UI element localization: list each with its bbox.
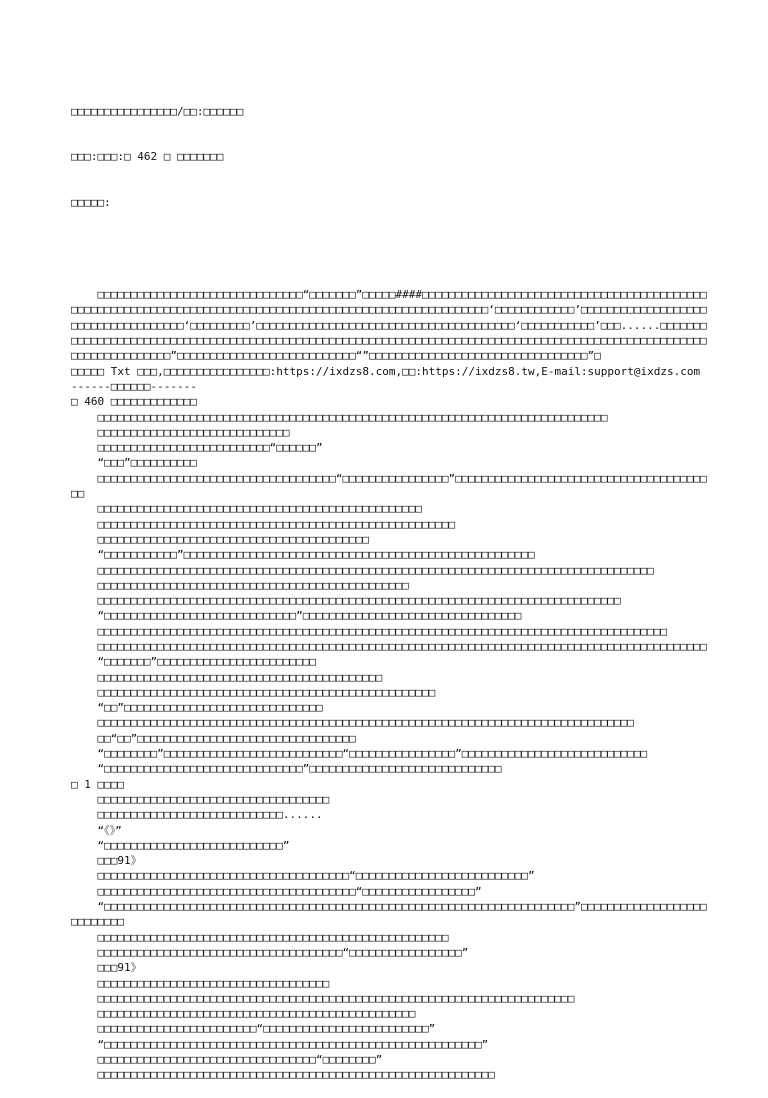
spacer: [71, 241, 711, 256]
text-line: □□□□□□□□□□□□□□□□□□□□□□□□□□□□□□□□□□□□□□□□□□□□□□□: [71, 578, 409, 592]
text-line: □□□91》: [71, 961, 142, 975]
text-line: □ 1 □□□□: [71, 777, 124, 791]
text-line: “□□□□□□□□□□□□□□□□□□□□□□□□□□□□□□□□□□□□□□□□□□□□□□□□□□□□□□□□□□□□□□□□□□□□□□□”□□□□□□□□□□□□□□□□□□□□□□□□□□□: [71, 900, 707, 929]
text-line: □□□□□□□□□□□□□□□□□□□□□□□□“□□□□□□□□□□□□□□□□□□□□□□□□□”: [71, 1022, 436, 1036]
text-line: “□□□□□□□”□□□□□□□□□□□□□□□□□□□□□□□□: [71, 655, 317, 669]
text-line: □□□□□□□□□□□□□□□□□□□□□□□□□□□□□□□□□□□□□□□□□□□□□□□□□□□□□□□□□□□□□□□□□□□□□□□□: [71, 991, 575, 1005]
text-line: “□□□□□□□□□□□□□□□□□□□□□□□□□□□□□□”□□□□□□□□□□□□□□□□□□□□□□□□□□□□□: [71, 762, 502, 776]
text-line: □□□□□□□□□□□□□□□□□□□□□□□□□□□□□: [71, 425, 290, 439]
novel-title-line: □□□□□□□□□□□□□□□□/□□:□□□□□□: [71, 104, 244, 118]
text-line: □ 460 □□□□□□□□□□□□□: [71, 395, 197, 409]
text-line: □□□□□□□□□□□□□□□□□□□□□□□□□□□□□□□□□□□□□□□□□□□□□□□□□□□: [71, 685, 436, 699]
text-line: “□□”□□□□□□□□□□□□□□□□□□□□□□□□□□□□□□: [71, 701, 323, 715]
text-line: □□“□□”□□□□□□□□□□□□□□□□□□□□□□□□□□□□□□□□□: [71, 731, 356, 745]
text-line: □□□□□□□□□□□□□□□□□□□□□□□□□□□□□□□□□□□□□□□□□□□□□□□□: [71, 1007, 416, 1021]
text-line: □□□91》: [71, 854, 142, 868]
text-line: □□□□□□□□□□□□□□□□□□□□□□□□□□□□□□□□□□□□□□□□□□□□□□□□□□□□□□□□□□□□□□□□□□□□□□□□□□□□□□□□□: [71, 716, 634, 730]
text-line: “《》”: [71, 823, 122, 837]
text-line: □□□□□□□□□□□□□□□□□□□□□□□□□□□□□□□□□□□□□□□□□□□□□□□□□□□□□□□□□□□□□□□□□□□□□□□□□□□□□□□□□□□□□□□□□□□□: [71, 639, 707, 653]
text-line: □□□□□□□□□□□□□□□□□□□□□□□□□□□□□□□□□□□□□□□□□□□□□□□□□□□□□□: [71, 517, 456, 531]
text-line: “□□□□□□□□□□□□□□□□□□□□□□□□□□□□□”□□□□□□□□□□□□□□□□□□□□□□□□□□□□□□□□□: [71, 609, 522, 623]
text-line: □□□□□□□□□□□□□□□□□□□□□□□□□□□□□□□□□□□□□□□□□□□□□□□□□□□□□□□□□□□□: [71, 1068, 495, 1082]
text-line: “□□□□□□□□”□□□□□□□□□□□□□□□□□□□□□□□□□□□“□□□□□□□□□□□□□□□□”□□□□□□□□□□□□□□□□□□□□□□□□□□□□: [71, 747, 648, 761]
text-line: □□□□□□□□□□□□□□□□□□□□□□□□□□□□□□□□□□□□□□□□□□□□□□□□□□□□□□□□□□□□□□□□□□□□□□□□□□□□□□□: [71, 594, 621, 608]
text-line: □□□□□□□□□□□□□□□□□□□□□□□□□□□□□□□□□□□□□□□□□□□: [71, 670, 383, 684]
text-line: “□□□□□□□□□□□”□□□□□□□□□□□□□□□□□□□□□□□□□□□□□□□□□□□□□□□□□□□□□□□□□□□□□: [71, 548, 535, 562]
document-body: [71, 287, 711, 1082]
text-line: □□□□□□□□□□□□□□□□□□□□□□□□□□□□□□□□□□□□□□□“□□□□□□□□□□□□□□□□□”: [71, 884, 482, 898]
text-line: ------□□□□□□-------: [71, 379, 197, 393]
text-line: □□□□□ Txt □□□,□□□□□□□□□□□□□□□□:https://ixdzs8.com,□□:https://ixdzs8.tw,E-mail:support@ixdzs.com: [71, 364, 701, 378]
text-line: □□□□□□□□□□□□□□□□□□□□□□□□□□□□□□□□□“□□□□□□□□”: [71, 1053, 383, 1066]
text-line: □□□□□□□□□□□□□□□□□□□□□□□□□□□□□□□□□□□□□□“□□□□□□□□□□□□□□□□□□□□□□□□□□”: [71, 869, 535, 883]
text-line: □□□□□□□□□□□□□□□□□□□□□□□□□□□□□□□□□□□□□□□□□: [71, 532, 370, 546]
text-line: □□□□□□□□□□□□□□□□□□□□□□□□□□□□□□□□□□□□□□□□□□□□□□□□□□□□□□□□□□□□□□□□□□□□□□□□□□□□□□□□□□□□□□: [71, 624, 668, 638]
intro-label: □□□□□:: [71, 196, 111, 210]
text-line: □□□□□□□□□□□□□□□□□□□□□□□□□□□□□□□□□□□: [71, 976, 330, 990]
text-line: □□□□□□□□□□□□□□□□□□□□□□□□□□□□□□□□□□□□□□□□□□□□□□□□□□□□□□□□□□□□□□□□□□□□□□□□□□□□□: [71, 410, 608, 424]
text-line: □□□□□□□□□□□□□□□□□□□□□□□□□□□□......: [71, 808, 323, 822]
text-line: □□□□□□□□□□□□□□□□□□□□□□□□□□□□□□□□□□□□□□□□□□□□□□□□□□□□□: [71, 930, 449, 944]
text-line: “□□□□□□□□□□□□□□□□□□□□□□□□□□□”: [71, 838, 290, 852]
text-line: □□□□□□□□□□□□□□□□□□□□□□□□□□□□□□□“□□□□□□□”□□□□□####□□□□□□□□□□□□□□□□□□□□□□□□□□□□□□□□□□□□□□□□□□□□□□□□□□□□□□□□□□□□□□□□□□□□□□□□□□□□□□□□□□□□□□□□□□□□□□□□□□□□□□□□□□‘□□□□□□□□□□□□’□□□□□□□□□□□□□□□□□□□□□□□□□□□□□□□□□□□□‘□□□□□□□□□’□□□□□□□□□□□□□□□□□□□□□□□□□□□□□□□□□□□□□□□‘□□□□□□□□□□□’□□□......□□□□□□□□□□□□□□□□□□□□□□□□□□□□□□□□□□□□□□□□□□□□□□□□□□□□□□□□□□□□□□□□□□□□□□□□□□□□□□□□□□□□□□□□□□□□□□□□□□□□□□□□□□□□□□□□□□□□□□”□□□□□□□□□□□□□□□□□□□□□□□□□□□“”□□□□□□□□□□□□□□□□□□□□□□□□□□□□□□□□□”□: [71, 288, 707, 363]
text-line: “□□□”□□□□□□□□□□: [71, 456, 197, 470]
chapter-info-line: □□□:□□□:□ 462 □ □□□□□□□: [71, 150, 224, 164]
text-line: □□□□□□□□□□□□□□□□□□□□□□□□□□□□□□□□□□□: [71, 792, 330, 806]
text-line: □□□□□□□□□□□□□□□□□□□□□□□□□□□□□□□□□□□□□□□□□□□□□□□□□: [71, 502, 423, 516]
document-page: [71, 73, 711, 1098]
text-line: □□□□□□□□□□□□□□□□□□□□□□□□□□□□□□□□□□□□“□□□□□□□□□□□□□□□□”□□□□□□□□□□□□□□□□□□□□□□□□□□□□□□□□□□□□□□□□: [71, 471, 707, 501]
text-line: □□□□□□□□□□□□□□□□□□□□□□□□□□□□□□□□□□□□□□□□□□□□□□□□□□□□□□□□□□□□□□□□□□□□□□□□□□□□□□□□□□□□: [71, 563, 654, 577]
text-line: □□□□□□□□□□□□□□□□□□□□□□□□□□“□□□□□□”: [71, 441, 323, 455]
text-line: “□□□□□□□□□□□□□□□□□□□□□□□□□□□□□□□□□□□□□□□□□□□□□□□□□□□□□□□□□”: [71, 1037, 489, 1051]
text-line: □□□□□□□□□□□□□□□□□□□□□□□□□□□□□□□□□□□□□“□□□□□□□□□□□□□□□□□”: [71, 945, 469, 959]
